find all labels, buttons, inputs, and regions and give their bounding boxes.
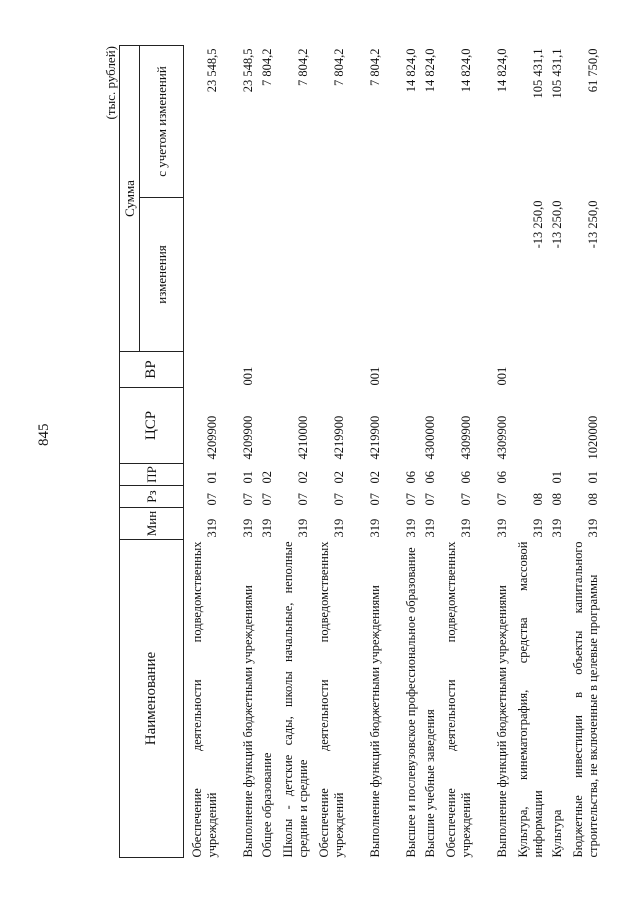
cell-csr: 4209900 bbox=[241, 415, 255, 460]
page-number: 845 bbox=[36, 423, 52, 446]
cell-rz: 07 bbox=[459, 493, 473, 506]
cell-name: Школы - детские сады, школы начальные, неполные средние и средние bbox=[281, 541, 310, 858]
header-pr: ПР bbox=[120, 464, 184, 486]
cell-rz: 08 bbox=[550, 493, 564, 506]
cell-change bbox=[256, 198, 275, 352]
header-sum: Сумма bbox=[120, 46, 140, 352]
cell-csr: 4309900 bbox=[495, 415, 509, 460]
cell-vr: 001 bbox=[368, 366, 382, 386]
cell-rz: 07 bbox=[495, 493, 509, 506]
cell-pr: 01 bbox=[205, 471, 219, 484]
cell-rz: 07 bbox=[332, 493, 346, 506]
cell-rz: 07 bbox=[241, 493, 255, 506]
cell-csr bbox=[546, 388, 565, 464]
header-vr: ВР bbox=[120, 352, 184, 388]
table-row bbox=[184, 46, 221, 858]
header-min: Мин bbox=[120, 508, 184, 540]
cell-rz: 07 bbox=[423, 493, 437, 506]
cell-change bbox=[275, 198, 311, 352]
cell-change bbox=[419, 198, 438, 352]
cell-total: 7 804,2 bbox=[296, 48, 310, 86]
cell-rz: 07 bbox=[205, 493, 219, 506]
cell-csr: 4219900 bbox=[368, 415, 382, 460]
cell-pr: 01 bbox=[586, 471, 600, 484]
cell-name: Высшее и послевузовское профессиональное образование bbox=[404, 547, 418, 858]
cell-name: Выполнение функций бюджетными учреждениями bbox=[495, 585, 509, 858]
cell-name: Общее образование bbox=[260, 752, 274, 858]
cell-change: -13 250,0 bbox=[531, 200, 545, 249]
cell-change bbox=[438, 198, 474, 352]
cell-vr bbox=[546, 352, 565, 388]
table-row bbox=[311, 46, 347, 858]
cell-total: 14 824,0 bbox=[404, 48, 418, 93]
cell-csr bbox=[510, 388, 546, 464]
cell-min: 319 bbox=[205, 518, 219, 538]
cell-csr: 4309900 bbox=[459, 415, 473, 460]
rotated-page-content bbox=[103, 46, 600, 858]
cell-name: Бюджетные инвестиции в объекты капитального строительства, не включенные в целевые программы bbox=[571, 541, 600, 858]
cell-min: 319 bbox=[241, 518, 255, 538]
cell-name: Выполнение функций бюджетными учреждениями bbox=[368, 585, 382, 858]
cell-pr: 02 bbox=[332, 471, 346, 484]
cell-min: 319 bbox=[296, 518, 310, 538]
cell-change bbox=[383, 198, 419, 352]
cell-min: 319 bbox=[459, 518, 473, 538]
cell-vr bbox=[275, 352, 311, 388]
cell-name: Высшие учебные заведения bbox=[423, 709, 437, 858]
table-row bbox=[220, 46, 256, 858]
cell-total: 23 548,5 bbox=[205, 48, 219, 93]
cell-rz: 07 bbox=[368, 493, 382, 506]
cell-csr: 1020000 bbox=[586, 415, 600, 460]
cell-vr bbox=[565, 352, 601, 388]
table-row bbox=[347, 46, 383, 858]
cell-pr: 02 bbox=[296, 471, 310, 484]
cell-total: 14 824,0 bbox=[459, 48, 473, 93]
cell-total: 105 431,1 bbox=[550, 48, 564, 99]
cell-min: 319 bbox=[531, 518, 545, 538]
table-row bbox=[565, 46, 601, 858]
table-row bbox=[438, 46, 474, 858]
cell-total: 14 824,0 bbox=[495, 48, 509, 93]
cell-csr bbox=[256, 388, 275, 464]
cell-pr: 02 bbox=[368, 471, 382, 484]
cell-vr: 001 bbox=[241, 366, 255, 386]
cell-change bbox=[220, 198, 256, 352]
header-name: Наименование bbox=[120, 540, 184, 858]
budget-table bbox=[119, 45, 601, 858]
cell-change bbox=[311, 198, 347, 352]
cell-pr: 01 bbox=[241, 471, 255, 484]
units-label: (тыс. рублей) bbox=[103, 46, 118, 120]
cell-csr: 4219900 bbox=[332, 415, 346, 460]
cell-pr: 06 bbox=[459, 471, 473, 484]
cell-min: 319 bbox=[260, 518, 274, 538]
cell-pr: 06 bbox=[423, 471, 437, 484]
cell-change bbox=[347, 198, 383, 352]
cell-pr: 06 bbox=[404, 471, 418, 484]
table-body bbox=[184, 46, 602, 858]
cell-vr bbox=[184, 352, 221, 388]
cell-total: 61 750,0 bbox=[586, 48, 600, 93]
cell-change bbox=[184, 198, 221, 352]
cell-rz: 07 bbox=[296, 493, 310, 506]
cell-pr: 02 bbox=[260, 471, 274, 484]
header-change: изменения bbox=[140, 198, 184, 352]
cell-vr: 001 bbox=[495, 366, 509, 386]
cell-rz: 08 bbox=[531, 493, 545, 506]
cell-csr: 4209900 bbox=[205, 415, 219, 460]
header-with-change: с учетом изменений bbox=[140, 46, 184, 198]
header-csr: ЦСР bbox=[120, 388, 184, 464]
cell-change: -13 250,0 bbox=[586, 200, 600, 249]
cell-min: 319 bbox=[368, 518, 382, 538]
cell-rz: 07 bbox=[404, 493, 418, 506]
cell-vr bbox=[510, 352, 546, 388]
cell-vr bbox=[419, 352, 438, 388]
cell-total: 14 824,0 bbox=[423, 48, 437, 93]
cell-vr bbox=[311, 352, 347, 388]
table-row bbox=[474, 46, 510, 858]
cell-name: Обеспечение деятельности подведомственных учреждений bbox=[317, 541, 346, 858]
cell-min: 319 bbox=[423, 518, 437, 538]
cell-min: 319 bbox=[332, 518, 346, 538]
cell-total: 23 548,5 bbox=[241, 48, 255, 93]
cell-total: 105 431,1 bbox=[531, 48, 545, 99]
table-row bbox=[256, 46, 275, 858]
cell-change bbox=[474, 198, 510, 352]
cell-csr: 4210000 bbox=[296, 415, 310, 460]
cell-csr: 4300000 bbox=[423, 415, 437, 460]
cell-min: 319 bbox=[404, 518, 418, 538]
cell-vr bbox=[383, 352, 419, 388]
cell-rz: 07 bbox=[260, 493, 274, 506]
cell-rz: 08 bbox=[586, 493, 600, 506]
cell-csr bbox=[383, 388, 419, 464]
cell-total: 7 804,2 bbox=[260, 48, 274, 86]
cell-change: -13 250,0 bbox=[550, 200, 564, 249]
cell-min: 319 bbox=[495, 518, 509, 538]
cell-pr: 01 bbox=[550, 471, 564, 484]
cell-pr bbox=[510, 464, 546, 486]
cell-total: 7 804,2 bbox=[368, 48, 382, 86]
cell-name: Выполнение функций бюджетными учреждениями bbox=[241, 585, 255, 858]
cell-name: Культура, кинематография, средства массовой информации bbox=[516, 541, 545, 858]
cell-name: Обеспечение деятельности подведомственных учреждений bbox=[444, 541, 473, 858]
table-row bbox=[546, 46, 565, 858]
cell-name: Обеспечение деятельности подведомственных учреждений bbox=[190, 541, 219, 858]
cell-total: 7 804,2 bbox=[332, 48, 346, 86]
table-row bbox=[383, 46, 419, 858]
cell-vr bbox=[438, 352, 474, 388]
cell-pr: 06 bbox=[495, 471, 509, 484]
cell-min: 319 bbox=[550, 518, 564, 538]
header-rz: Рз bbox=[120, 486, 184, 508]
table-row bbox=[510, 46, 546, 858]
cell-min: 319 bbox=[586, 518, 600, 538]
cell-name: Культура bbox=[550, 809, 564, 858]
cell-vr bbox=[256, 352, 275, 388]
table-row bbox=[275, 46, 311, 858]
table-row bbox=[419, 46, 438, 858]
